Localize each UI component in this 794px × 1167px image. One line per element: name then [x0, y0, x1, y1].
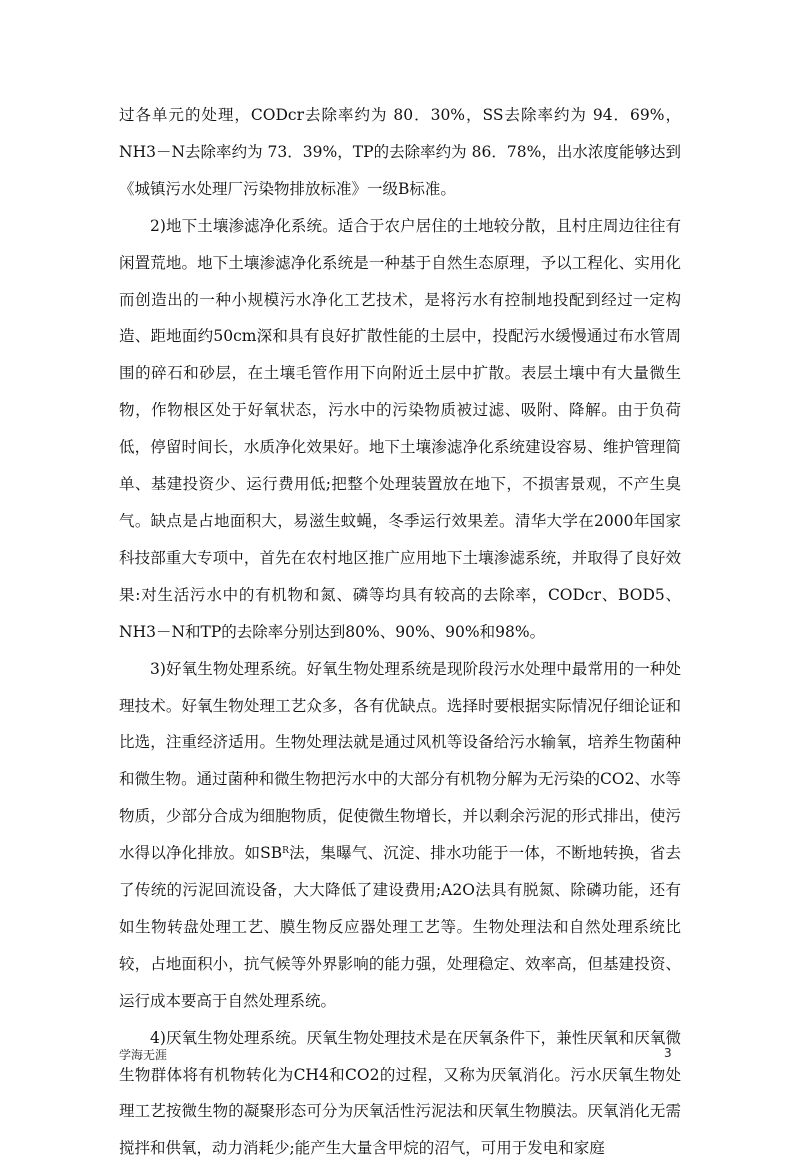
- paragraph-1: 过各单元的处理，CODcr去除率约为 80．30%，SS去除率约为 94．69%，NH3－N去除率约为 73．39%，TP的去除率约为 86．78%，出水浓度能够达到《城镇污水处理厂污染物排放标准》一级B标准。: [119, 106, 681, 198]
- paragraph-3: [119, 651, 681, 1020]
- paragraph-2: 2)地下土壤渗滤净化系统。适合于农户居住的土地较分散，且村庄周边往往有闲置荒地。地下土壤渗滤净化系统是一种基于自然生态原理，予以工程化、实用化而创造出的一种小规模污水净化工艺技术，是将污水有控制地投配到经过一定构造、距地面约50cm深和具有良好扩散性能的土层中，投配污水缓慢通过布水管周围的碎石和砂层，在土壤毛管作用下向附近土层中扩散。表层土壤中有大量微生物，作物根区处于好氧状态，污水中的污染物质被过滤、吸附、降解。由于负荷低，停留时间长，水质净化效果好。地下土壤渗滤净化系统建设容易、维护管理简单、基建投资少、运行费用低;把整个处理装置放在地下，不损害景观，不产生臭气。缺点是占地面积大，易滋生蚊蝇，冬季运行效果差。清华大学在2000年国家科技部重大专项中，首先在农村地区推广应用地下土壤渗滤系统，并取得了良好效果:对生活污水中的有机物和氮、磷等均具有较高的去除率，CODcr、BOD5、NH3－N和TP的去除率分别达到80%、90%、90%和98%。: [119, 216, 681, 641]
- paragraph-3-text-b: 法，集曝气、沉淀、排水功能于一体，不断地转换，省去了传统的污泥回流设备，大大降低了建设费用;A2O法具有脱氮、除磷功能，还有如生物转盘处理工艺、膜生物反应器处理工艺等。生物处理法和自然处理系统比较，占地面积小，抗气候等外界影响的能力强，处理稳定、效率高，但基建投资、运行成本要高于自然处理系统。: [119, 844, 681, 1010]
- footer-motto: 学海无涯: [119, 1048, 168, 1062]
- page-body: [119, 97, 681, 1167]
- page-number: 3: [664, 1046, 672, 1060]
- paragraph-4: 4)厌氧生物处理系统。厌氧生物处理技术是在厌氧条件下，兼性厌氧和厌氧微生物群体将有机物转化为CH4和CO2的过程，又称为厌氧消化。污水厌氧生物处理工艺按微生物的凝聚形态可分为厌氧活性污泥法和厌氧生物膜法。厌氧消化无需搅拌和供氧，动力消耗少;能产生大量含甲烷的沼气，可用于发电和家庭: [119, 1028, 681, 1158]
- paragraph-3-text-a: 3)好氧生物处理系统。好氧生物处理系统是现阶段污水处理中最常用的一种处理技术。好氧生物处理工艺众多，各有优缺点。选择时要根据实际情况仔细论证和比选，注重经济适用。生物处理法就是通过风机等设备给污水输氧，培养生物菌种和微生物。通过菌种和微生物把污水中的大部分有机物分解为无污染的CO2、水等物质，少部分合成为细胞物质，促使微生物增长，并以剩余污泥的形式排出，使污水得以净化排放。如SB: [119, 659, 681, 863]
- paragraph-3-superscript: R: [282, 846, 289, 857]
